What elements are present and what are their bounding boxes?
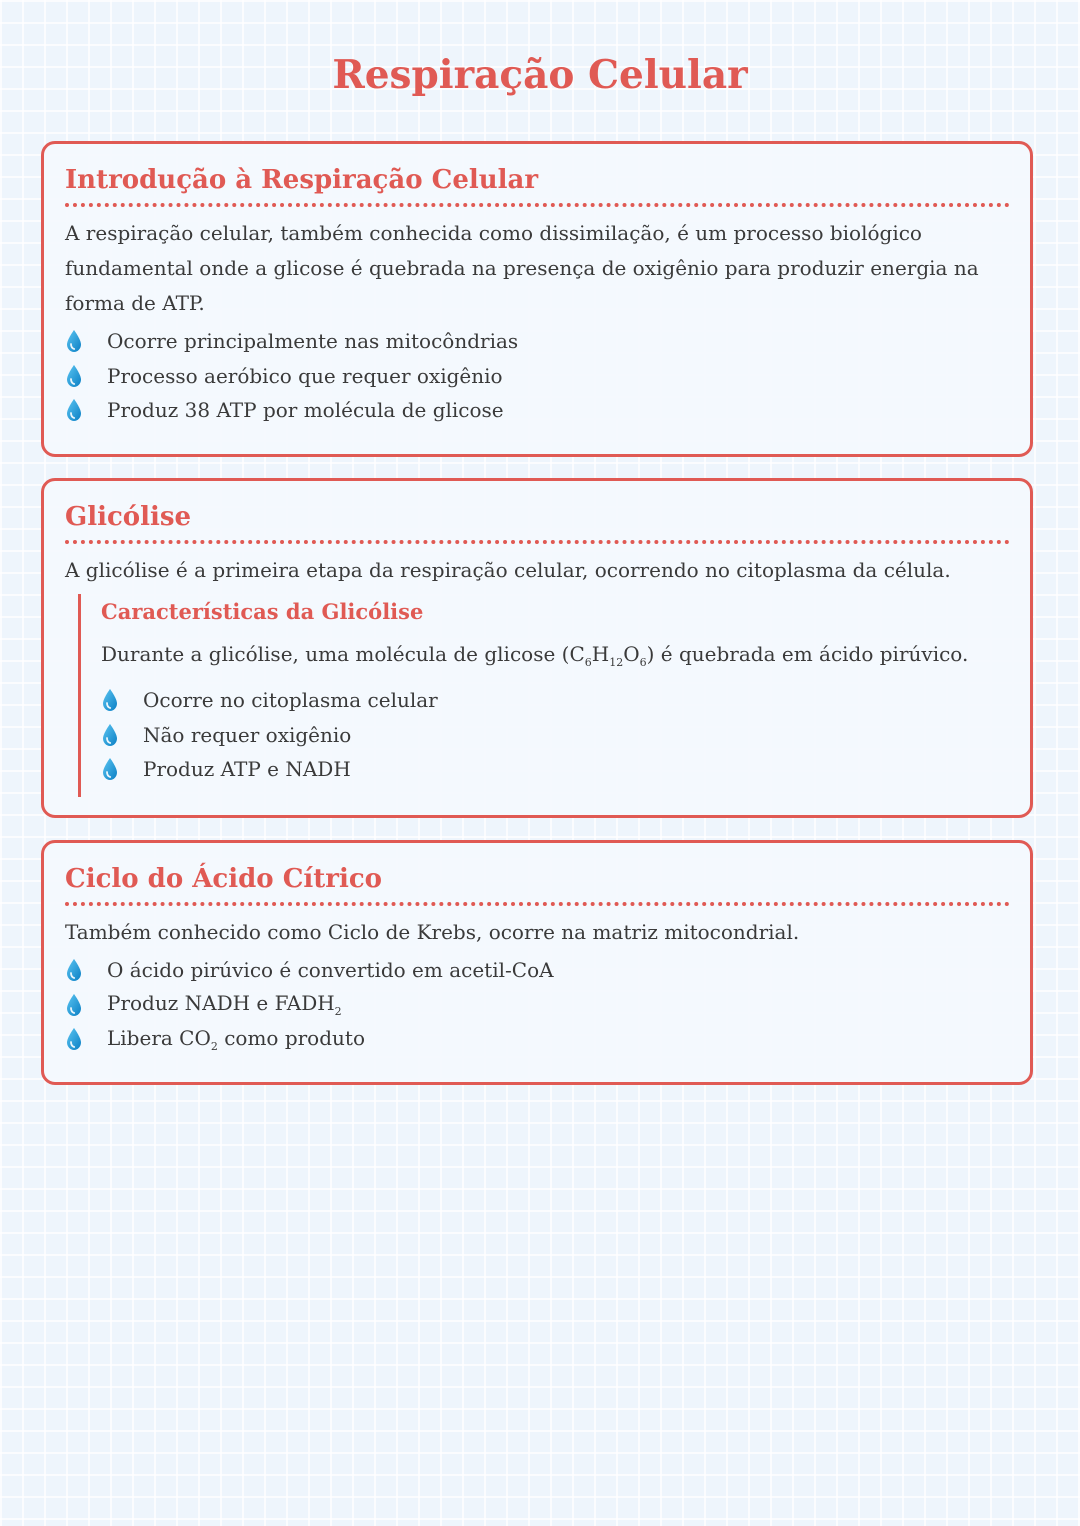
list-item (65, 953, 1010, 988)
water-drop-icon (101, 757, 119, 781)
list-item (101, 683, 1010, 718)
intro-heading: Introdução à Respiração Celular (65, 165, 1010, 207)
krebs-bullet-list (65, 953, 1010, 1057)
water-drop-icon (101, 688, 119, 712)
bullet-text: O ácido pirúvico é convertido em acetil-CoA (107, 958, 554, 983)
water-drop-icon (65, 958, 83, 982)
characteristics-heading: Características da Glicólise (101, 599, 424, 625)
bullet-text: Produz 38 ATP por molécula de glicose (107, 398, 504, 423)
bullet-text: Produz NADH e $FADH_2$ (107, 991, 342, 1019)
list-item (65, 1022, 1010, 1057)
intro-paragraph: A respiração celular, também conhecida como dissimilação, é um processo biológico fundamental onde a glicose é quebrada na presença de oxigênio para produzir energia na forma de ATP. (65, 221, 979, 316)
krebs-card (41, 840, 1033, 1085)
characteristics-bullet-list (101, 683, 1010, 787)
bullet-text: Ocorre principalmente nas mitocôndrias (107, 329, 519, 354)
water-drop-icon (65, 398, 83, 422)
characteristics-paragraph: Durante a glicólise, uma molécula de glicose $(C_6H_{12}O_6)$ é quebrada em ácido pirúvico. (101, 642, 969, 670)
intro-card (41, 141, 1033, 457)
glycolysis-card (41, 478, 1033, 818)
krebs-heading: Ciclo do Ácido Cítrico (65, 864, 1010, 906)
list-item (65, 988, 1010, 1023)
water-drop-icon (65, 993, 83, 1017)
glycolysis-heading: Glicólise (65, 502, 1010, 544)
bullet-text: Ocorre no citoplasma celular (143, 688, 438, 713)
water-drop-icon (65, 364, 83, 388)
glycolysis-paragraph: A glicólise é a primeira etapa da respiração celular, ocorrendo no citoplasma da célula. (65, 558, 951, 583)
list-item (65, 359, 1010, 394)
page-title: Respiração Celular (332, 52, 748, 98)
bullet-text: Libera $CO_2$ como produto (107, 1025, 365, 1053)
bullet-text: Processo aeróbico que requer oxigênio (107, 363, 503, 388)
krebs-paragraph: Também conhecido como Ciclo de Krebs, ocorre na matriz mitocondrial. (65, 920, 800, 945)
glycolysis-characteristics (78, 594, 1010, 797)
list-item (101, 752, 1010, 787)
list-item (65, 324, 1010, 359)
list-item (101, 718, 1010, 753)
intro-bullet-list (65, 324, 1010, 428)
water-drop-icon (101, 723, 119, 747)
water-drop-icon (65, 329, 83, 353)
list-item (65, 393, 1010, 428)
bullet-text: Produz ATP e NADH (143, 757, 351, 782)
water-drop-icon (65, 1027, 83, 1051)
bullet-text: Não requer oxigênio (143, 722, 352, 747)
